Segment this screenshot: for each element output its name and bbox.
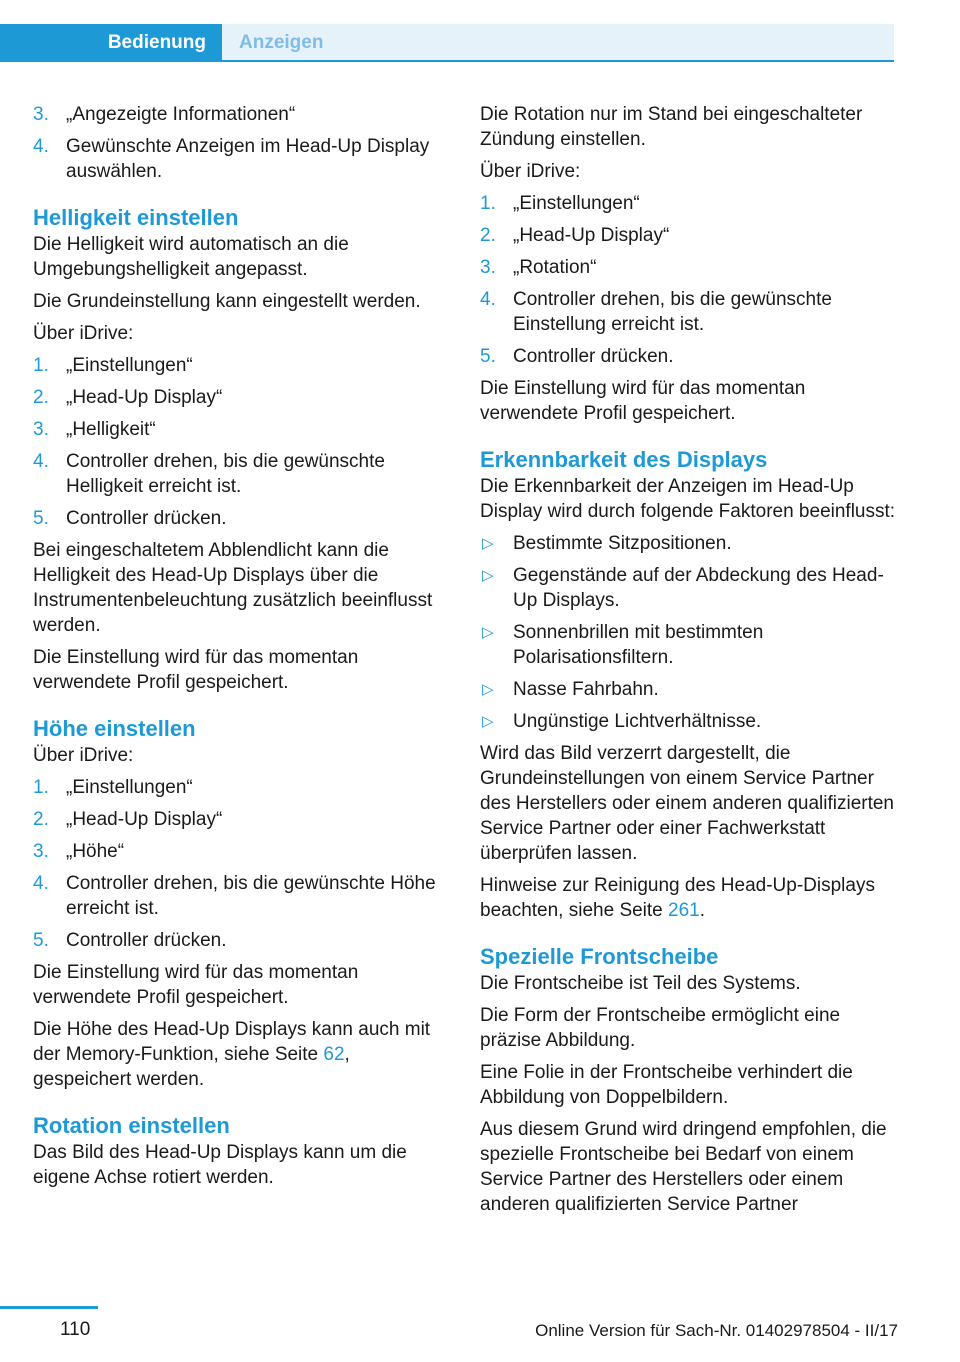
paragraph: Die Einstellung wird für das momentan verwendete Profil gespeichert. bbox=[33, 962, 359, 1008]
list-item: 1. „Einstellungen“ bbox=[480, 193, 640, 214]
paragraph: Die Rotation nur im Stand bei eingeschalteter Zündung einstellen. bbox=[480, 104, 863, 150]
paragraph: Über iDrive: bbox=[33, 745, 134, 766]
list-item: 4. Controller drehen, bis die gewünschte Einstellung erreicht ist. bbox=[480, 289, 832, 335]
list-item: 3. „Höhe“ bbox=[33, 841, 125, 862]
paragraph: Über iDrive: bbox=[480, 161, 581, 182]
list-item: ▷ Nasse Fahrbahn. bbox=[482, 679, 659, 700]
triangle-bullet-icon: ▷ bbox=[482, 535, 494, 552]
list-rotation-steps bbox=[480, 191, 898, 369]
list-item: ▷ Bestimmte Sitzpositionen. bbox=[482, 533, 732, 554]
paragraph: Die Erkennbarkeit der Anzeigen im Head-Up Display wird durch folgende Faktoren beeinflusst: bbox=[480, 476, 896, 522]
list-item: ▷ Gegenstände auf der Abdeckung des Head-Up Displays. bbox=[482, 565, 884, 611]
list-hoehe-steps bbox=[33, 775, 451, 953]
list-helligkeit-steps bbox=[33, 353, 451, 531]
paragraph: Die Einstellung wird für das momentan verwendete Profil gespeichert. bbox=[33, 647, 359, 693]
triangle-bullet-icon: ▷ bbox=[482, 567, 494, 584]
paragraph: Eine Folie in der Frontscheibe verhindert die Abbildung von Doppelbildern. bbox=[480, 1062, 853, 1108]
paragraph: Die Form der Frontscheibe ermöglicht eine präzise Abbildung. bbox=[480, 1005, 841, 1051]
list-item: 4. Gewünschte Anzeigen im Head-Up Display auswählen. bbox=[33, 136, 430, 182]
list-item: 1. „Einstellungen“ bbox=[33, 777, 193, 798]
list-item: 4. Controller drehen, bis die gewünschte Helligkeit erreicht ist. bbox=[33, 451, 385, 497]
paragraph: Die Frontscheibe ist Teil des Systems. bbox=[480, 973, 801, 994]
list-anzeigen-steps bbox=[33, 102, 451, 184]
heading-helligkeit: Helligkeit einstellen bbox=[33, 205, 239, 230]
header-tabs bbox=[0, 24, 894, 61]
paragraph-reinigung: Hinweise zur Reinigung des Head-Up-Displays beachten, siehe Seite 261. bbox=[480, 875, 875, 921]
paragraph: Bei eingeschaltetem Abblendlicht kann die Helligkeit des Head-Up Displays über die Instrumentenbeleuchtung zusätzlich beeinflusst werden. bbox=[33, 540, 433, 636]
heading-frontscheibe: Spezielle Frontscheibe bbox=[480, 944, 719, 969]
paragraph: Wird das Bild verzerrt dargestellt, die Grundeinstellungen von einem Service Partner des Herstellers oder einem anderen qualifizierten Service Partner oder einer Fachwerkstatt überprüfen lassen. bbox=[480, 743, 895, 864]
paragraph: Die Einstellung wird für das momentan verwendete Profil gespeichert. bbox=[480, 378, 806, 424]
header-rule bbox=[0, 60, 894, 62]
list-item: 2. „Head-Up Display“ bbox=[33, 387, 223, 408]
list-item: 3. „Angezeigte Informationen“ bbox=[33, 104, 296, 125]
online-version-note: Online Version für Sach-Nr. 01402978504 - II/17 bbox=[535, 1321, 898, 1340]
paragraph: Die Grundeinstellung kann eingestellt werden. bbox=[33, 291, 421, 312]
page-number: 110 bbox=[60, 1319, 91, 1340]
list-item: ▷ Ungünstige Lichtverhältnisse. bbox=[482, 711, 762, 732]
right-column bbox=[480, 102, 898, 1224]
paragraph: Das Bild des Head-Up Displays kann um die eigene Achse rotiert werden. bbox=[33, 1142, 407, 1188]
list-item: 2. „Head-Up Display“ bbox=[33, 809, 223, 830]
heading-erkennbarkeit: Erkennbarkeit des Displays bbox=[480, 447, 768, 472]
paragraph: Aus diesem Grund wird dringend empfohlen, die spezielle Frontscheibe bei Bedarf von einem Service Partner des Herstellers oder einem anderen qualifizierten Service Partner bbox=[480, 1119, 887, 1215]
list-item: 5. Controller drücken. bbox=[33, 930, 227, 951]
list-item: 5. Controller drücken. bbox=[480, 346, 674, 367]
triangle-bullet-icon: ▷ bbox=[482, 713, 494, 730]
list-item: 3. „Rotation“ bbox=[480, 257, 597, 278]
triangle-bullet-icon: ▷ bbox=[482, 681, 494, 698]
paragraph-memory: Die Höhe des Head-Up Displays kann auch mit der Memory-Funktion, siehe Seite 62, gespeichert werden. bbox=[33, 1019, 431, 1090]
tab-bedienung[interactable]: Bedienung bbox=[0, 24, 222, 61]
list-item: 3. „Helligkeit“ bbox=[33, 419, 156, 440]
page-link-261[interactable]: 261 bbox=[668, 900, 700, 921]
page-link-62[interactable]: 62 bbox=[323, 1044, 345, 1065]
triangle-bullet-icon: ▷ bbox=[482, 624, 494, 641]
tab-anzeigen[interactable]: Anzeigen bbox=[222, 24, 894, 61]
list-item: 1. „Einstellungen“ bbox=[33, 355, 193, 376]
left-column bbox=[33, 102, 451, 1197]
heading-rotation: Rotation einstellen bbox=[33, 1113, 230, 1138]
list-faktoren bbox=[480, 531, 898, 734]
heading-hoehe: Höhe einstellen bbox=[33, 716, 196, 741]
list-item: 4. Controller drehen, bis die gewünschte Höhe erreicht ist. bbox=[33, 873, 436, 919]
list-item: 5. Controller drücken. bbox=[33, 508, 227, 529]
list-item: ▷ Sonnenbrillen mit bestimmten Polarisationsfiltern. bbox=[482, 622, 764, 668]
footer-rule bbox=[0, 1306, 98, 1309]
paragraph: Die Helligkeit wird automatisch an die Umgebungshelligkeit angepasst. bbox=[33, 234, 349, 280]
paragraph: Über iDrive: bbox=[33, 323, 134, 344]
list-item: 2. „Head-Up Display“ bbox=[480, 225, 670, 246]
